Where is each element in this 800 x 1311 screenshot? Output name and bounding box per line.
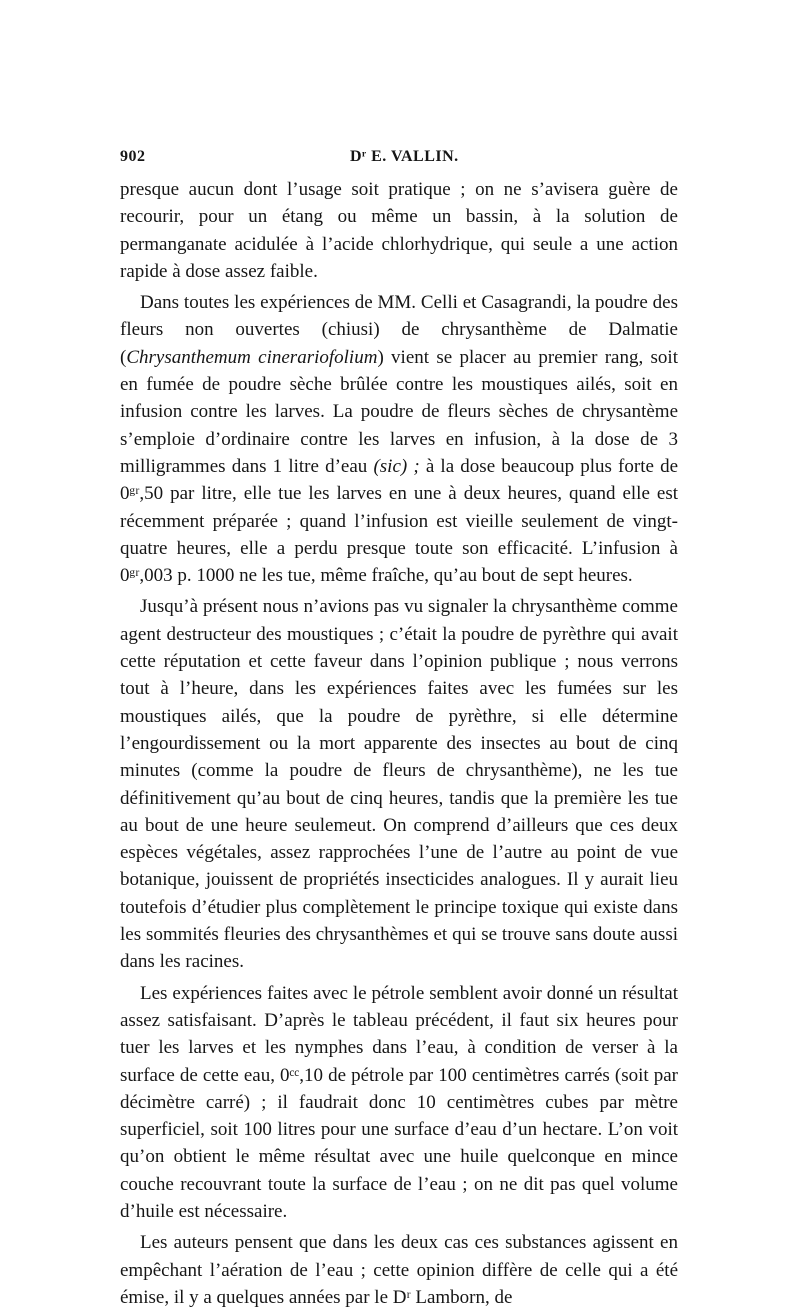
- book-page: [120, 138, 678, 1311]
- paragraph-2-text-c: à la dose beaucoup plus forte de 0ᵍʳ,50 par litre, elle tue les larves en une à deux heures, quand elle est récemment préparée ; quand l’infusion est vieille seulement de vingt-quatre heures, elle a perdu presque toute son efficacité. L’infusion à 0ᵍʳ,003 p. 1000 ne les tue, même fraîche, qu’au bout de sept heures.: [120, 455, 679, 587]
- running-title: Dʳ E. VALLIN.: [350, 148, 459, 165]
- sic-italic: (sic) ;: [373, 455, 420, 477]
- paragraph-5: Les auteurs pensent que dans les deux cas ces substances agissent en empêchant l’aération de l’eau ; cette opinion diffère de celle qui a été émise, il y a quelques années par le Dʳ Lamborn, de: [120, 1232, 678, 1308]
- paragraph-1: presque aucun dont l’usage soit pratique ; on ne s’avisera guère de recourir, pour un étang ou même un bassin, à la solution de permanganate acidulée à l’acide chlorhydrique, qui seule a une action rapide à dose assez faible.: [120, 179, 678, 282]
- species-name-italic: Chrysanthemum cinerariofolium: [126, 346, 378, 368]
- paragraph-3: Jusqu’à présent nous n’avions pas vu signaler la chrysanthème comme agent destructeur des moustiques ; c’était la poudre de pyrèthre qui avait cette réputation et cette faveur dans l’opinion publique ; nous verrons tout à l’heure, dans les expériences faites avec les fumées sur les moustiques ailés, que la poudre de pyrèthre, si elle détermine l’engourdissement ou la mort apparente des insectes au bout de cinq minutes (comme la poudre de fleurs de chrysanthème), ne les tue définitivement qu’au bout de cinq heures, tandis que la première les tue au bout de une heure seulemeut. On comprend d’ailleurs que ces deux espèces végétales, assez rapprochées l’une de l’autre au point de vue botanique, jouissent de propriétés insecticides analogues. Il y aurait lieu toutefois d’étudier plus complètement le principe toxique qui existe dans les sommités fleuries des chrysanthèmes et qui se trouve sans doute aussi dans les racines.: [120, 596, 678, 973]
- paragraph-2-text-b: ) vient se placer au premier rang, soit en fumée de poudre sèche brûlée contre les moustiques ailés, soit en infusion contre les larves. La poudre de fleurs sèches de chrysantème s’emploie d’ordinaire contre les larves en infusion, à la dose de 3 milligrammes dans 1 litre d’eau: [120, 346, 678, 477]
- page-number: 902: [120, 148, 146, 165]
- running-header: [120, 138, 678, 168]
- paragraph-2: [120, 289, 678, 589]
- paragraph-2-text-a: Dans toutes les expériences de MM. Celli et Casagrandi, la poudre des fleurs non ouvertes (chiusi) de chrysanthème de Dalmatie (: [120, 292, 678, 368]
- paragraph-4: Les expériences faites avec le pétrole semblent avoir donné un résultat assez satisfaisant. D’après le tableau précédent, il faut six heures pour tuer les larves et les nymphes dans l’eau, à condition de verser à la surface de cette eau, 0ᶜᶜ,10 de pétrole par 100 centimètres carrés (soit par décimètre carré) ; il faudrait donc 10 centimètres cubes par mètre superficiel, soit 100 litres pour une surface d’eau d’un hectare. L’on voit qu’on obtient le même résultat avec une huile quelconque en mince couche recouvrant toute la surface de l’eau ; on ne dit pas quel volume d’huile est nécessaire.: [120, 982, 678, 1222]
- body-text: [120, 176, 678, 1311]
